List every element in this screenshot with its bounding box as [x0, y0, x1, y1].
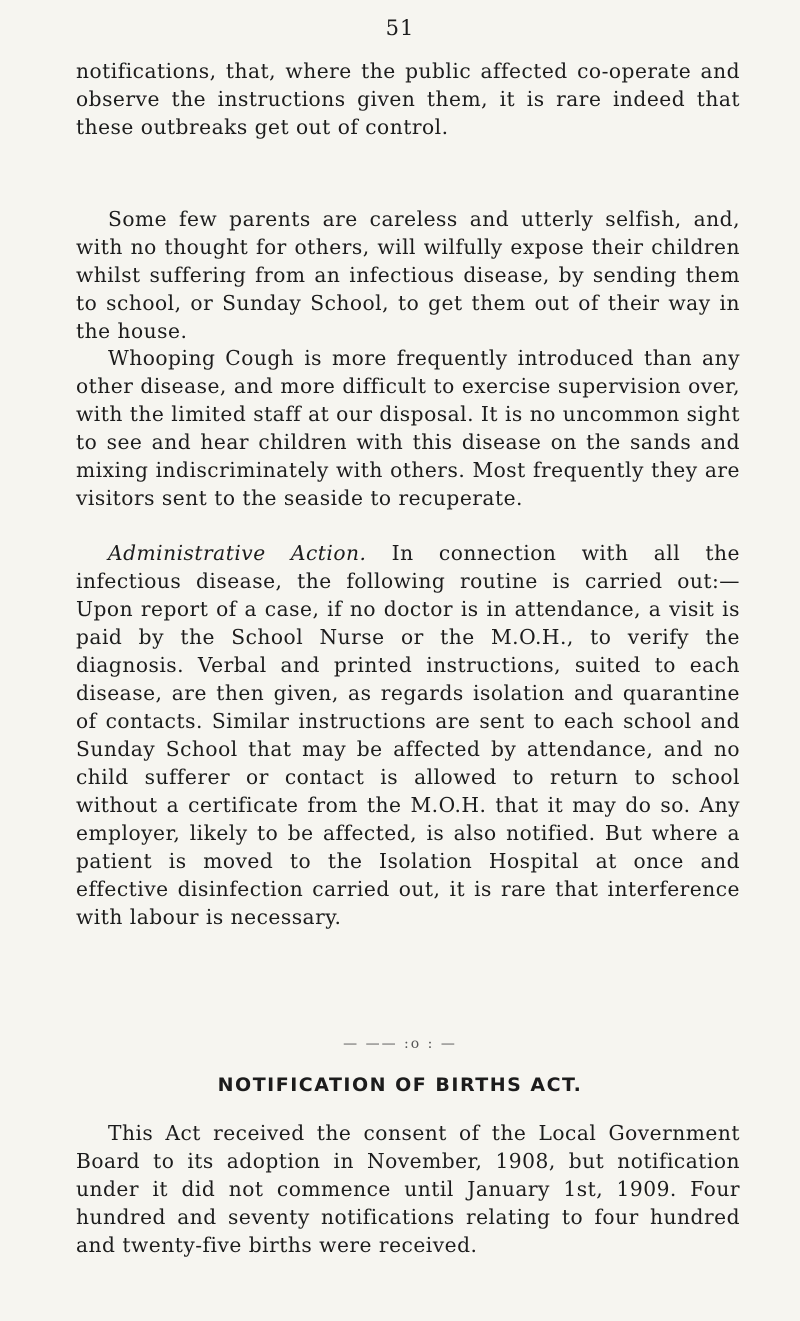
- paragraph-careless-parents: Some few parents are careless and utterly selfish, and, with no thought for others, will wilfully expose their children whilst suffering from an infectious disease, by sending them to school, or Sunday School, to get them out of their way in the house.: [76, 207, 740, 343]
- section-separator: — —— :o : —: [343, 1036, 457, 1052]
- administrative-action-body: In connection with all the infectious disease, the following routine is carried out:—Upon report of a case, if no doctor is in attendance, a visit is paid by the School Nurse or the M.O.H., to verify the diagnosis. Verbal and printed instructions, suited to each disease, are then given, as regards isolation and quarantine of contacts. Similar instructions are sent to each school and Sunday School that may be affected by attendance, and no child sufferer or contact is allowed to return to school without a certificate from the M.O.H. that it may do so. Any employer, likely to be affected, is also notified. But where a patient is moved to the Isolation Hospital at once and effective disinfection carried out, it is rare that interference with labour is necessary.: [76, 541, 740, 929]
- paragraph-outbreaks-control: notifications, that, where the public affected co-operate and observe the instructions given them, it is rare indeed that these outbreaks get out of control.: [76, 59, 740, 139]
- administrative-action-lead: Administrative Action.: [108, 541, 367, 565]
- page-number: 51: [385, 16, 415, 40]
- paragraph-administrative-action: [76, 539, 740, 931]
- paragraph-births-act: This Act received the consent of the Local Government Board to its adoption in November, 1908, but notification under it did not commence until January 1st, 1909. Four hundred and seventy notifications relating to four hundred and twenty-five births were received.: [76, 1121, 740, 1257]
- section-heading: NOTIFICATION OF BIRTHS ACT.: [217, 1074, 583, 1096]
- paragraph-whooping-cough: Whooping Cough is more frequently introduced than any other disease, and more difficult to exercise supervision over, with the limited staff at our disposal. It is no uncommon sight to see and hear children with this disease on the sands and mixing indiscriminately with others. Most frequently they are visitors sent to the seaside to recuperate.: [76, 346, 740, 510]
